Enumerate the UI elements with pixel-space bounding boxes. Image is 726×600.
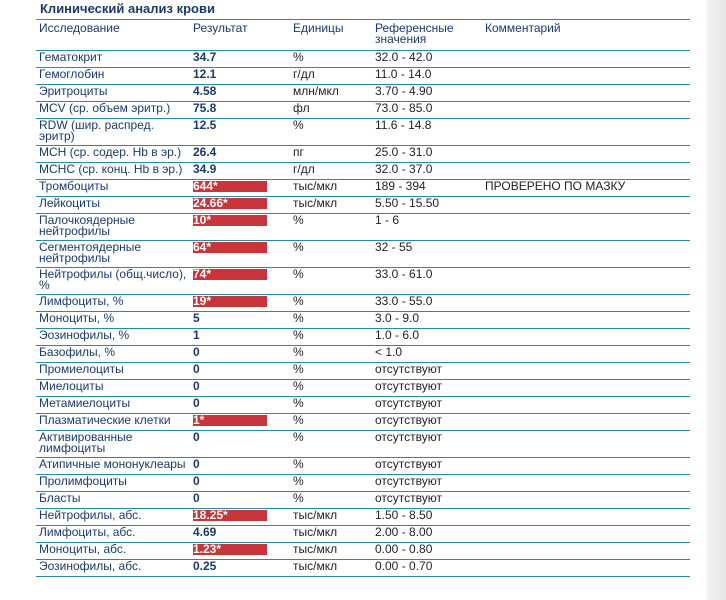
test-result: 75.8 [190,102,290,119]
test-unit: г/дл [290,163,372,180]
test-unit: % [290,214,372,241]
test-name: Моноциты, абс. [36,543,190,560]
table-row [36,492,690,509]
table-row [36,146,690,163]
table-row [36,380,690,397]
test-result [190,241,290,268]
test-name: Палочкоядерные нейтрофилы [36,214,190,241]
reference-range: отсутствуют [372,475,482,492]
test-name: Эозинофилы, абс. [36,560,190,577]
header-reference-line1: Референсные [375,21,454,35]
table-row [36,119,690,146]
test-comment [482,51,690,68]
test-name: Моноциты, % [36,312,190,329]
test-comment [482,458,690,475]
reference-range: 32 - 55 [372,241,482,268]
test-comment [482,346,690,363]
test-result: 0 [190,346,290,363]
table-header-row [36,20,690,51]
test-result: 0 [190,363,290,380]
table-row [36,543,690,560]
test-result: 0 [190,475,290,492]
test-result: 12.5 [190,119,290,146]
abnormal-result-flag: 1.23* [193,544,267,555]
reference-range: отсутствуют [372,397,482,414]
test-comment [482,509,690,526]
table-row [36,431,690,458]
test-result [190,295,290,312]
test-name: Гемоглобин [36,68,190,85]
reference-range: отсутствуют [372,492,482,509]
test-unit: % [290,295,372,312]
test-unit: тыс/мкл [290,509,372,526]
table-row [36,241,690,268]
reference-range: 1 - 6 [372,214,482,241]
test-unit: % [290,492,372,509]
test-unit: % [290,458,372,475]
test-result: 26.4 [190,146,290,163]
table-row [36,295,690,312]
abnormal-result-flag: 10* [193,215,267,226]
reference-range: 1.50 - 8.50 [372,509,482,526]
test-name: Лимфоциты, % [36,295,190,312]
abnormal-result-flag: 64* [193,242,267,253]
test-name: Активированные лимфоциты [36,431,190,458]
table-row [36,68,690,85]
test-result [190,197,290,214]
test-comment [482,397,690,414]
reference-range: 25.0 - 31.0 [372,146,482,163]
test-unit: % [290,329,372,346]
table-row [36,414,690,431]
test-comment [482,526,690,543]
test-unit: % [290,312,372,329]
test-name: Нейтрофилы (общ.число), % [36,268,190,295]
reference-range: 2.00 - 8.00 [372,526,482,543]
test-unit: % [290,119,372,146]
reference-range: отсутствуют [372,458,482,475]
test-name: Лейкоциты [36,197,190,214]
test-name: Сегментоядерные нейтрофилы [36,241,190,268]
table-row [36,85,690,102]
test-name: RDW (шир. распред. эритр) [36,119,190,146]
table-row [36,397,690,414]
reference-range: 32.0 - 42.0 [372,51,482,68]
test-result [190,268,290,295]
test-unit: % [290,346,372,363]
reference-range: 32.0 - 37.0 [372,163,482,180]
test-result: 1 [190,329,290,346]
test-name: Миелоциты [36,380,190,397]
test-result: 5 [190,312,290,329]
test-unit: % [290,397,372,414]
test-comment [482,543,690,560]
table-row [36,197,690,214]
test-comment [482,119,690,146]
test-unit: тыс/мкл [290,180,372,197]
test-comment [482,163,690,180]
reference-range: 5.50 - 15.50 [372,197,482,214]
reference-range: отсутствуют [372,431,482,458]
test-comment [482,431,690,458]
reference-range: 0.00 - 0.80 [372,543,482,560]
test-name: Метамиелоциты [36,397,190,414]
test-name: Промиелоциты [36,363,190,380]
test-name: Атипичные мононуклеары [36,458,190,475]
test-name: Эритроциты [36,85,190,102]
test-name: MCV (ср. объем эритр.) [36,102,190,119]
test-result [190,414,290,431]
test-unit: % [290,414,372,431]
reference-range: 33.0 - 55.0 [372,295,482,312]
test-name: Плазматические клетки [36,414,190,431]
test-result: 0 [190,431,290,458]
test-comment [482,329,690,346]
test-unit: % [290,363,372,380]
header-unit: Единицы [290,20,372,51]
test-result: 0 [190,458,290,475]
reference-range: 0.00 - 0.70 [372,560,482,577]
test-unit: % [290,475,372,492]
abnormal-result-flag: 19* [193,296,267,307]
test-comment [482,295,690,312]
test-name: Базофилы, % [36,346,190,363]
test-unit: тыс/мкл [290,543,372,560]
test-comment [482,560,690,577]
page-edge-shadow [704,0,726,600]
test-result [190,543,290,560]
test-comment [482,146,690,163]
test-comment: ПРОВЕРЕНО ПО МАЗКУ [482,180,690,197]
test-comment [482,268,690,295]
test-result: 0 [190,380,290,397]
test-unit: % [290,431,372,458]
table-row [36,475,690,492]
table-row [36,560,690,577]
table-body [36,51,690,577]
reference-range: отсутствуют [372,414,482,431]
reference-range: отсутствуют [372,380,482,397]
reference-range: < 1.0 [372,346,482,363]
test-name: Нейтрофилы, абс. [36,509,190,526]
table-row [36,312,690,329]
test-comment [482,214,690,241]
lab-results-table [36,20,690,577]
test-result: 0 [190,492,290,509]
test-comment [482,102,690,119]
abnormal-result-flag: 74* [193,269,267,280]
test-result [190,180,290,197]
table-row [36,268,690,295]
table-row [36,458,690,475]
abnormal-result-flag: 24.66* [193,198,267,209]
test-comment [482,363,690,380]
test-unit: г/дл [290,68,372,85]
header-reference [372,20,482,51]
reference-range: 11.6 - 14.8 [372,119,482,146]
test-result: 0.25 [190,560,290,577]
test-result: 12.1 [190,68,290,85]
test-comment [482,380,690,397]
test-name: Эозинофилы, % [36,329,190,346]
reference-range: 73.0 - 85.0 [372,102,482,119]
reference-range: 3.70 - 4.90 [372,85,482,102]
reference-range: 189 - 394 [372,180,482,197]
test-comment [482,197,690,214]
test-comment [482,312,690,329]
reference-range: 1.0 - 6.0 [372,329,482,346]
test-name: Гематокрит [36,51,190,68]
test-name: MCHC (ср. конц. Hb в эр.) [36,163,190,180]
test-unit: фл [290,102,372,119]
table-row [36,51,690,68]
table-row [36,526,690,543]
test-unit: пг [290,146,372,163]
header-reference-line2: значения [375,32,427,46]
reference-range: 3.0 - 9.0 [372,312,482,329]
test-result: 34.9 [190,163,290,180]
test-result: 0 [190,397,290,414]
table-row [36,346,690,363]
test-unit: % [290,268,372,295]
test-comment [482,414,690,431]
reference-range: 33.0 - 61.0 [372,268,482,295]
test-unit: % [290,51,372,68]
table-row [36,509,690,526]
header-result: Результат [190,20,290,51]
abnormal-result-flag: 644* [193,181,267,192]
reference-range: отсутствуют [372,363,482,380]
test-unit: тыс/мкл [290,560,372,577]
test-unit: тыс/мкл [290,526,372,543]
test-comment [482,68,690,85]
test-name: Тромбоциты [36,180,190,197]
table-row [36,102,690,119]
test-unit: % [290,380,372,397]
test-name: Бласты [36,492,190,509]
test-unit: млн/мкл [290,85,372,102]
header-name: Исследование [36,20,190,51]
test-unit: % [290,241,372,268]
header-comment: Комментарий [482,20,690,51]
test-result: 34.7 [190,51,290,68]
test-comment [482,85,690,102]
test-comment [482,492,690,509]
test-comment [482,475,690,492]
test-name: Пролимфоциты [36,475,190,492]
table-row [36,180,690,197]
table-row [36,214,690,241]
test-result: 4.58 [190,85,290,102]
report-title: Клинический анализ крови [40,1,215,16]
table-row [36,363,690,380]
test-result: 4.69 [190,526,290,543]
test-result [190,509,290,526]
test-name: MCH (ср. содер. Hb в эр.) [36,146,190,163]
table-row [36,329,690,346]
abnormal-result-flag: 18.25* [193,510,267,521]
table-row [36,163,690,180]
abnormal-result-flag: 1* [193,415,267,426]
test-name: Лимфоциты, абс. [36,526,190,543]
test-result [190,214,290,241]
reference-range: 11.0 - 14.0 [372,68,482,85]
test-comment [482,241,690,268]
test-unit: тыс/мкл [290,197,372,214]
